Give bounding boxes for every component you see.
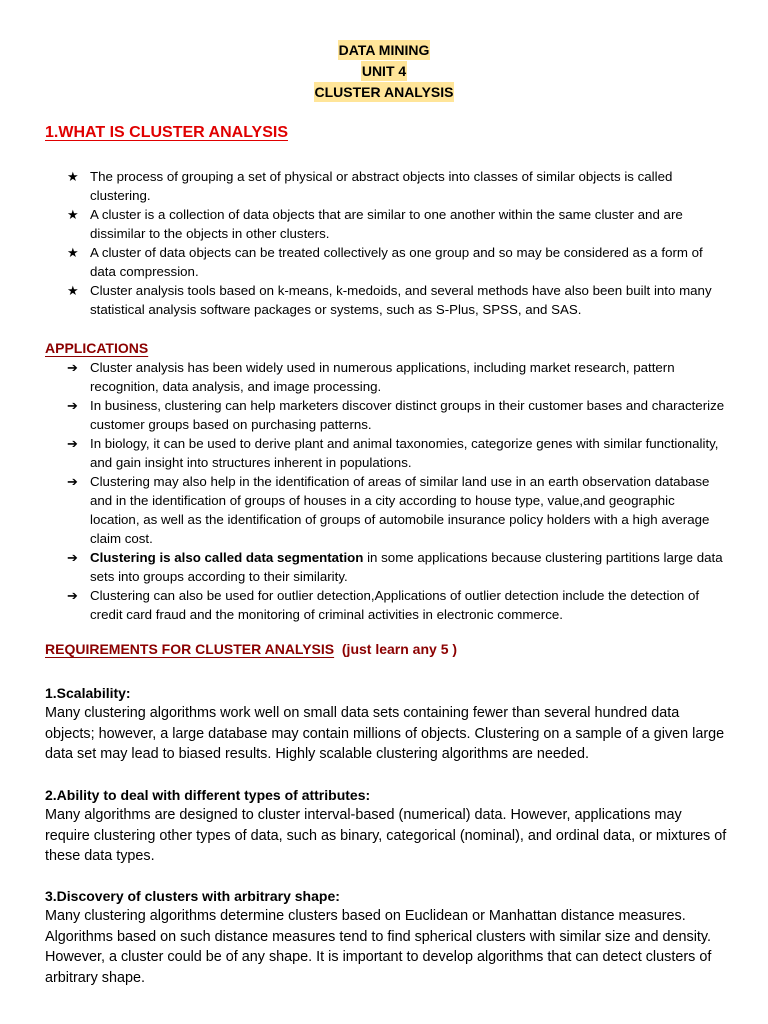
list-item-bold-text: Clustering is also called data segmentation [90,550,364,565]
list-item [67,281,727,319]
star-bullet-icon: ★ [67,245,79,260]
requirement-scalability [45,683,730,765]
requirement-title: 2.Ability to deal with different types of attributes: [45,787,371,803]
list-item-text: Cluster analysis has been widely used in numerous applications, including market research, pattern recognition, data analysis, and image processing. [90,360,675,394]
requirement-body: Many clustering algorithms work well on small data sets containing fewer than several hundred data objects; however, a large database may contain millions of objects. Clustering on a sample of a given large data set may lead to biased results. Highly scalable clustering algorithms are needed. [45,705,725,762]
document-title-block [0,40,768,103]
arrow-bullet-icon: ➔ [67,360,78,375]
list-item [67,243,727,281]
requirement-arbitrary-shape [45,886,730,988]
arrow-bullet-icon: ➔ [67,588,78,603]
list-item-text: A cluster is a collection of data objects that are similar to one another within the same cluster and are dissimilar to the objects in other clusters. [90,207,683,241]
requirement-title: 1.Scalability: [45,685,131,701]
title-subject: DATA MINING [338,42,430,58]
section-heading-applications: APPLICATIONS [45,340,149,356]
list-item [67,167,727,205]
list-item-text: In biology, it can be used to derive plant and animal taxonomies, categorize genes with similar functionality, and gain insight into structures inherent in populations. [90,436,719,470]
list-item [67,358,727,396]
title-unit: UNIT 4 [361,63,407,79]
arrow-bullet-icon: ➔ [67,550,78,565]
requirement-body: Many clustering algorithms determine clusters based on Euclidean or Manhattan distance measures. Algorithms based on such distance measures tend to find spherical clusters with similar size and density. However, a cluster could be of any shape. It is important to develop algorithms that can detect clusters of arbitrary shape. [45,908,712,986]
arrow-bullet-icon: ➔ [67,436,78,451]
applications-list [67,358,727,624]
list-item-text: Clustering can also be used for outlier detection,Applications of outlier detection include the detection of credit card fraud and the monitoring of criminal activities in electronic commerce. [90,588,700,622]
list-item [67,205,727,243]
star-bullet-icon: ★ [67,207,79,222]
requirements-note: (just learn any 5 ) [341,641,458,657]
star-bullet-icon: ★ [67,169,79,184]
requirement-title: 3.Discovery of clusters with arbitrary shape: [45,888,340,904]
list-item-text: In business, clustering can help marketers discover distinct groups in their customer bases and characterize customer groups based on purchasing patterns. [90,398,725,432]
requirement-body: Many algorithms are designed to cluster interval-based (numerical) data. However, applications may require clustering other types of data, such as binary, categorical (nominal), and ordinal data, or mixtures of these data types. [45,807,727,864]
list-item-text: in some applications because clustering partitions large data sets into groups according to their similarity. [90,550,723,584]
star-bullet-icon: ★ [67,283,79,298]
section-heading-requirements: REQUIREMENTS FOR CLUSTER ANALYSIS (just learn any 5 ) [45,641,458,657]
list-item [67,396,727,434]
list-item [67,586,727,624]
list-item-text: A cluster of data objects can be treated collectively as one group and so may be considered as a form of data compression. [90,245,703,279]
title-topic: CLUSTER ANALYSIS [314,84,454,100]
section-heading-what-is: 1.WHAT IS CLUSTER ANALYSIS [45,124,288,141]
list-item [67,548,727,586]
requirement-attribute-types [45,785,730,867]
list-item [67,434,727,472]
list-item [67,472,727,548]
arrow-bullet-icon: ➔ [67,398,78,413]
list-item-text: The process of grouping a set of physical or abstract objects into classes of similar objects is called clustering. [90,169,673,203]
list-item-text: Clustering may also help in the identification of areas of similar land use in an earth observation database and in the identification of groups of houses in a city according to house type, value,and geographic location, as well as the identification of groups of automobile insurance policy holders with a high average claim cost. [90,474,710,546]
definition-list [67,167,727,319]
list-item-text: Cluster analysis tools based on k-means, k-medoids, and several methods have also been built into many statistical analysis software packages or systems, such as S-Plus, SPSS, and SAS. [90,283,712,317]
arrow-bullet-icon: ➔ [67,474,78,489]
